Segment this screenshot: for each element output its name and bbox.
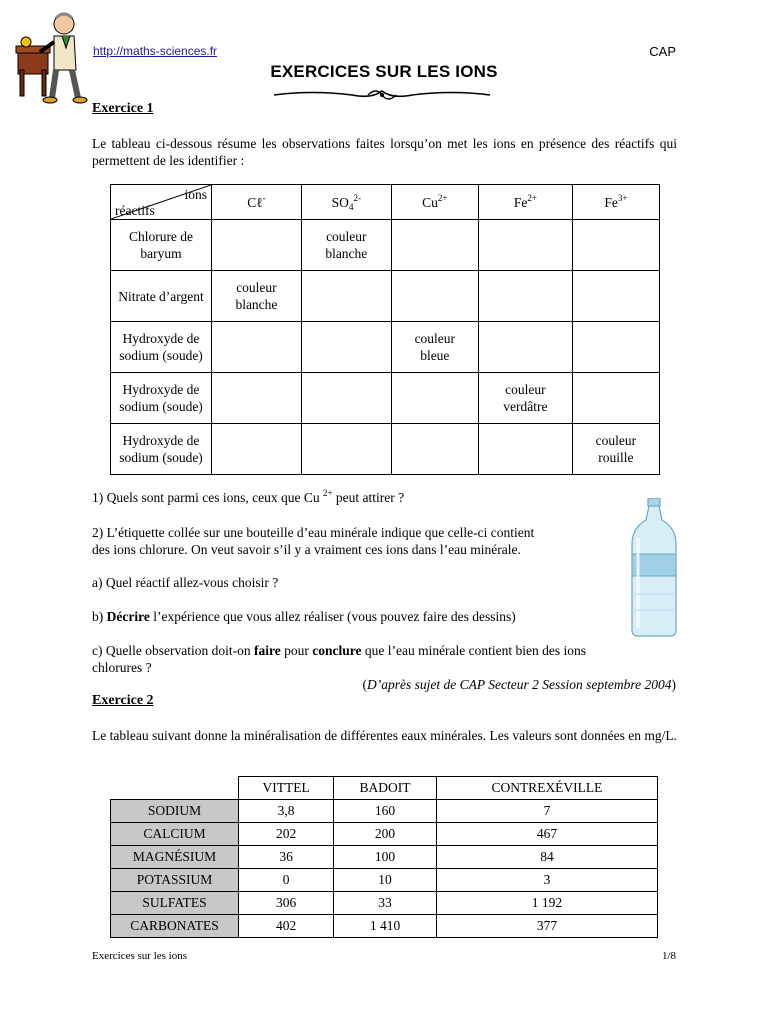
observation-cell [301,322,391,373]
row-header: CARBONATES [111,915,239,938]
column-header-contrexeville: CONTREXÉVILLE [436,777,657,800]
question-1: 1) Quels sont parmi ces ions, ceux que Cu $^{2+}$ peut attirer ? [92,488,405,505]
table-cell: 0 [239,869,334,892]
reagent-cell: Chlorure de baryum [111,220,212,271]
row-header: CALCIUM [111,823,239,846]
ion-header-cl: Cℓ- [212,185,302,220]
table-cell: 33 [334,892,437,915]
observation-cell: couleur verdâtre [478,373,572,424]
exercise2-heading: Exercice 2 [92,693,154,708]
ion-identification-table [110,184,660,475]
table-cell: 10 [334,869,437,892]
table-cell: 467 [436,823,657,846]
table-cell: 200 [334,823,437,846]
mineral-water-table [110,776,658,938]
observation-cell [212,322,302,373]
observation-cell [391,271,478,322]
table-row [111,846,658,869]
exercise2-intro: Le tableau suivant donne la minéralisation de différentes eaux minérales. Les valeurs sont données en mg/L. [92,728,677,743]
table-row [111,373,660,424]
site-url-link[interactable]: http://maths-sciences.fr [93,44,218,58]
exercise1-intro: Le tableau ci-dessous résume les observations faites lorsqu’on met les ions en présence des réactifs qui permettent de les identifier : [92,136,677,168]
exercise1-heading: Exercice 1 [92,101,154,116]
source-citation: (D’après sujet de CAP Secteur 2 Session septembre 2004) [362,677,676,692]
observation-cell [478,220,572,271]
row-header: MAGNÉSIUM [111,846,239,869]
observation-cell [391,220,478,271]
observation-cell [478,424,572,475]
page-number: 1/8 [661,950,676,962]
column-header-badoit: BADOIT [334,777,437,800]
table-cell: 100 [334,846,437,869]
table-row [111,869,658,892]
observation-cell [212,424,302,475]
question-2: 2) L’étiquette collée sur une bouteille d’eau minérale indique que celle-ci contient des ions chlorure. On veut savoir s’il y a vraiment ces ions dans l’eau minérale. [92,525,535,557]
observation-cell [478,271,572,322]
table-cell: 1 192 [436,892,657,915]
reagent-cell: Hydroxyde de sodium (soude) [111,322,212,373]
observation-cell [572,271,659,322]
table-cell: 377 [436,915,657,938]
table-row [111,915,658,938]
ion-header-so4: $SO_4^{2-}$ [301,185,391,220]
observation-cell [572,220,659,271]
observation-cell [212,220,302,271]
title-flourish-ornament [272,86,492,104]
table-blank-corner [111,777,239,800]
observation-cell [301,271,391,322]
table-cell: 160 [334,800,437,823]
observation-cell [391,373,478,424]
table-row [111,892,658,915]
observation-cell: couleur rouille [572,424,659,475]
footer-title: Exercices sur les ions [92,950,187,962]
page-title: EXERCICES SUR LES IONS [270,62,498,81]
observation-cell [572,373,659,424]
level-label: CAP [649,44,676,59]
table-cell: 1 410 [334,915,437,938]
observation-cell [391,424,478,475]
table-row [111,823,658,846]
column-header-vittel: VITTEL [239,777,334,800]
question-2a: a) Quel réactif allez-vous choisir ? [92,575,279,590]
table-cell: 3 [436,869,657,892]
ion-header-cu: $Cu^{2+}$ [391,185,478,220]
observation-cell [478,322,572,373]
observation-cell [301,424,391,475]
table-cell: 7 [436,800,657,823]
question-2b: b) Décrire l’expérience que vous allez réaliser (vous pouvez faire des dessins) [92,609,516,624]
row-header: SULFATES [111,892,239,915]
reagent-cell: Nitrate d’argent [111,271,212,322]
row-header: SODIUM [111,800,239,823]
question-2c: c) Quelle observation doit-on faire pour conclure que l’eau minérale contient bien des ions chlorures ? [92,643,587,675]
table-row [111,220,660,271]
reagent-cell: Hydroxyde de sodium (soude) [111,424,212,475]
observation-cell [301,373,391,424]
observation-cell: couleur blanche [212,271,302,322]
table-row [111,800,658,823]
row-header: POTASSIUM [111,869,239,892]
corner-reactifs-label: réactifs [115,203,155,218]
table-cell: 202 [239,823,334,846]
ion-header-fe2: $Fe^{2+}$ [478,185,572,220]
table-cell: 36 [239,846,334,869]
table-cell: 3,8 [239,800,334,823]
corner-ions-label: ions [184,187,207,202]
observation-cell: couleur bleue [391,322,478,373]
teacher-mascot-illustration [14,8,88,104]
table-row [111,322,660,373]
table-cell: 84 [436,846,657,869]
table-corner-cell [111,185,212,220]
table-row [111,271,660,322]
observation-cell [212,373,302,424]
table-row [111,424,660,475]
observation-cell: couleur blanche [301,220,391,271]
ion-header-fe3: $Fe^{3+}$ [572,185,659,220]
reagent-cell: Hydroxyde de sodium (soude) [111,373,212,424]
water-bottle-illustration [630,498,678,638]
table-cell: 306 [239,892,334,915]
observation-cell [572,322,659,373]
table-cell: 402 [239,915,334,938]
